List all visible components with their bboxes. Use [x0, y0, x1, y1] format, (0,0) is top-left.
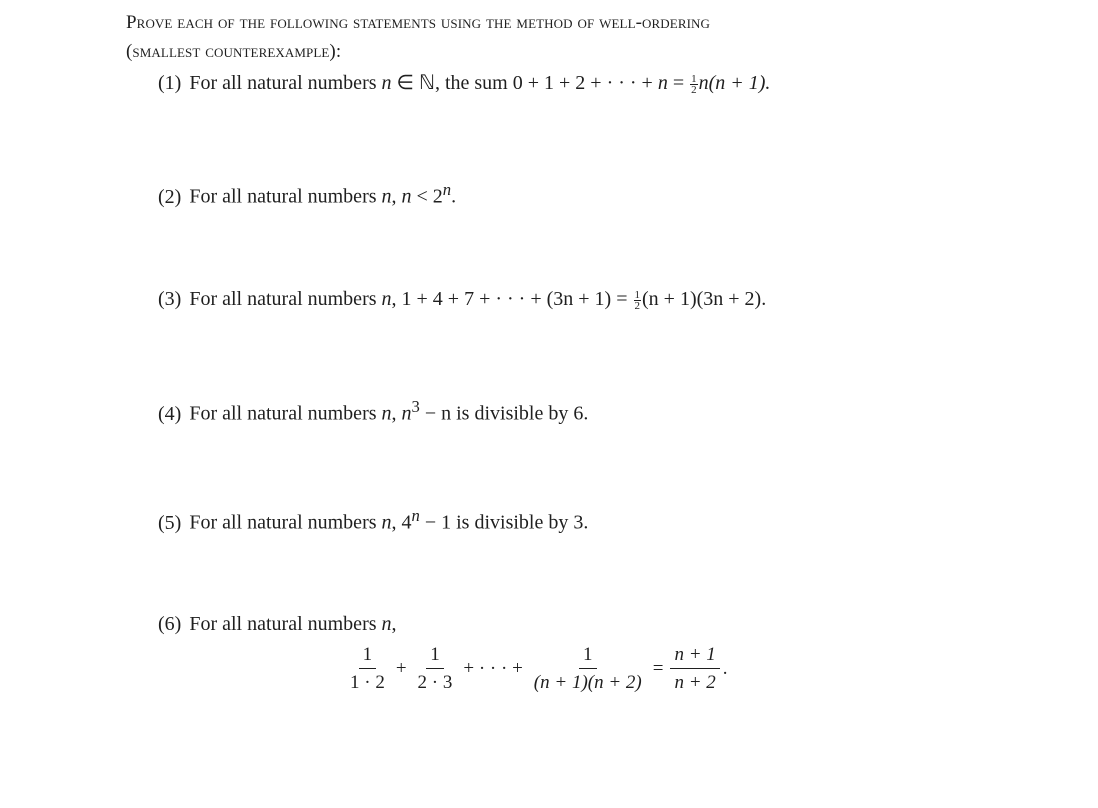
variable: n	[657, 72, 668, 94]
variable: n	[381, 185, 392, 208]
fraction-1	[346, 644, 389, 694]
statement-2	[158, 177, 456, 210]
statement-text: n(n + 1).	[698, 72, 771, 94]
fraction-one-half	[634, 290, 642, 311]
statement-1	[158, 70, 770, 96]
numerator: 1	[426, 644, 444, 669]
fraction-denominator: 2	[691, 83, 697, 96]
statement-6	[158, 611, 397, 637]
variable: n	[401, 185, 412, 208]
statement-text: , 1 + 4 + 7 + · · · + (3n + 1) =	[391, 288, 633, 310]
variable: n	[381, 511, 392, 534]
statement-number: (6)	[158, 613, 182, 635]
fraction-numerator: 1	[691, 72, 697, 85]
statement-text: For all natural numbers	[189, 288, 382, 310]
ellipsis-sum: + · · · +	[463, 658, 523, 679]
statement-text: (n + 1)(3n + 2).	[642, 288, 767, 310]
statement-text: For all natural numbers	[189, 72, 382, 94]
statement-number: (2)	[158, 185, 182, 208]
statement-text: For all natural numbers	[189, 185, 382, 208]
statement-number: (5)	[158, 511, 182, 534]
statement-text: is divisible by 6.	[451, 402, 589, 425]
equals-sign: =	[652, 658, 664, 679]
statement-number: (1)	[158, 72, 182, 94]
statement-text: For all natural numbers	[189, 402, 382, 425]
statement-text: ,	[391, 185, 402, 208]
fraction-2	[414, 644, 457, 694]
statement-text: .	[451, 185, 457, 208]
denominator: n + 2	[674, 672, 716, 693]
statement-text: − n	[419, 402, 452, 425]
heading-line-2: (smallest counterexample):	[126, 41, 342, 62]
exponent: n	[442, 180, 452, 199]
exponent: n	[411, 506, 420, 525]
instructions-heading	[126, 8, 1026, 66]
statement-number: (3)	[158, 288, 182, 310]
statement-text: ,	[391, 402, 402, 425]
fraction-numerator: 1	[634, 288, 640, 301]
statement-text: < 2	[411, 185, 443, 208]
denominator: 2 · 3	[417, 672, 453, 693]
statement-number: (4)	[158, 402, 182, 425]
statement-text: ∈ ℕ, the sum 0 + 1 + 2 + · · · +	[391, 72, 658, 94]
display-equation	[343, 644, 728, 694]
statement-text: ,	[391, 613, 397, 635]
numerator: 1	[579, 644, 597, 669]
statement-text: For all natural numbers	[189, 511, 382, 534]
fraction-3	[530, 644, 646, 694]
variable: n	[381, 402, 392, 425]
numerator: 1	[359, 644, 377, 669]
numerator: n + 1	[670, 644, 719, 669]
statement-3	[158, 286, 766, 312]
statement-text: − 1 is divisible by 3.	[419, 511, 589, 534]
denominator: 1 · 2	[350, 672, 385, 693]
variable: n	[381, 613, 392, 635]
denominator: (n + 1)(n + 2)	[533, 672, 642, 693]
statement-text: =	[667, 72, 690, 94]
fraction-one-half	[690, 74, 698, 95]
statement-text: , 4	[391, 511, 412, 534]
variable: n	[381, 72, 392, 94]
variable: n	[401, 402, 412, 425]
statement-text: For all natural numbers	[189, 613, 382, 635]
fraction-result	[670, 644, 719, 694]
plus-sign: +	[395, 658, 407, 679]
statement-4	[158, 394, 588, 427]
exponent: 3	[411, 397, 420, 416]
period: .	[722, 658, 728, 679]
fraction-denominator: 2	[634, 299, 640, 312]
heading-line-1: Prove each of the following statements using the method of well-ordering	[126, 12, 711, 33]
statement-5	[158, 503, 588, 536]
variable: n	[381, 288, 392, 310]
